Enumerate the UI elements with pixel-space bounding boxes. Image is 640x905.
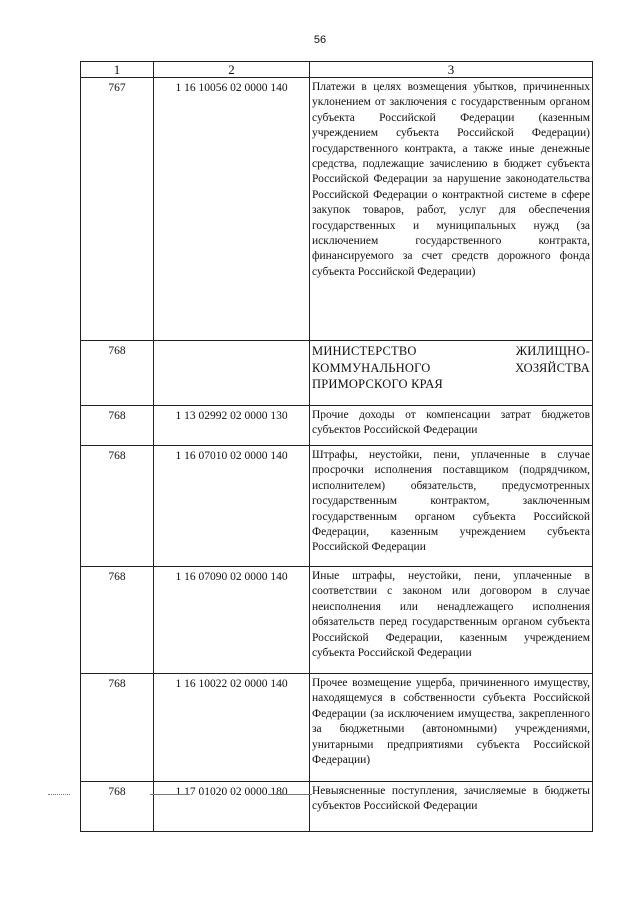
column-header-3: 3 xyxy=(310,62,593,78)
revenue-name-cell: Прочие доходы от компенсации затрат бюджетов субъектов Российской Федерации xyxy=(310,406,593,446)
revenue-code-cell: 1 16 10022 02 0000 140 xyxy=(154,674,310,782)
admin-code-cell: 768 xyxy=(81,782,154,832)
table-row xyxy=(81,446,593,567)
column-header-1: 1 xyxy=(81,62,154,78)
admin-code-cell: 768 xyxy=(81,341,154,406)
scan-artifact-line xyxy=(48,794,70,795)
budget-revenue-table xyxy=(80,61,593,832)
revenue-code-cell: 1 16 07010 02 0000 140 xyxy=(154,446,310,567)
table-row xyxy=(81,782,593,832)
page-number: 56 xyxy=(313,34,327,46)
revenue-code-cell: 1 16 07090 02 0000 140 xyxy=(154,567,310,674)
table-header-row xyxy=(81,62,593,78)
table-row xyxy=(81,406,593,446)
revenue-code-cell: 1 13 02992 02 0000 130 xyxy=(154,406,310,446)
ministry-name-cell: МИНИСТЕРСТВО ЖИЛИЩНО-КОММУНАЛЬНОГО ХОЗЯЙСТВА ПРИМОРСКОГО КРАЯ xyxy=(310,341,593,406)
revenue-name-cell: Платежи в целях возмещения убытков, причиненных уклонением от заключения с государственным органом субъекта Российской Федерации (казенным учреждением субъекта Российской Федерации) государственного контракта, а также иные денежные средства, подлежащие зачислению в бюджет субъекта Российской Федерации за нарушение законодательства Российской Федерации о контрактной системе в сфере закупок товаров, работ, услуг для обеспечения государственных и муниципальных нужд (за исключением государственного контракта, финансируемого за счет средств дорожного фонда субъекта Российской Федерации) xyxy=(310,78,593,341)
table-row xyxy=(81,567,593,674)
revenue-name-cell: Прочее возмещение ущерба, причиненного имуществу, находящемуся в собственности субъекта Российской Федерации (за исключением имущества, закрепленного за бюджетными (автономными) учреждениями, унитарными предприятиями субъекта Российской Федерации) xyxy=(310,674,593,782)
admin-code-cell: 768 xyxy=(81,674,154,782)
table-row xyxy=(81,341,593,406)
revenue-code-cell xyxy=(154,341,310,406)
admin-code-cell: 767 xyxy=(81,78,154,341)
revenue-code-cell: 1 16 10056 02 0000 140 xyxy=(154,78,310,341)
admin-code-cell: 768 xyxy=(81,446,154,567)
revenue-name-cell: Невыясненные поступления, зачисляемые в бюджеты субъектов Российской Федерации xyxy=(310,782,593,832)
revenue-name-cell: Штрафы, неустойки, пени, уплаченные в случае просрочки исполнения поставщиком (подрядчиком, исполнителем) обязательств, предусмотренных государственным контрактом, заключенным государственным органом субъекта Российской Федерации, казенным учреждением субъекта Российской Федерации xyxy=(310,446,593,567)
admin-code-cell: 768 xyxy=(81,406,154,446)
table-row xyxy=(81,674,593,782)
revenue-name-cell: Иные штрафы, неустойки, пени, уплаченные в соответствии с законом или договором в случае неисполнения или ненадлежащего исполнения обязательств перед государственным органом субъекта Российской Федерации, казенным учреждением субъекта Российской Федерации xyxy=(310,567,593,674)
column-header-2: 2 xyxy=(154,62,310,78)
scan-artifact-line xyxy=(150,794,190,795)
admin-code-cell: 768 xyxy=(81,567,154,674)
table-row xyxy=(81,78,593,341)
scan-artifact-line xyxy=(268,794,312,795)
revenue-code-cell: 1 17 01020 02 0000 180 xyxy=(154,782,310,832)
